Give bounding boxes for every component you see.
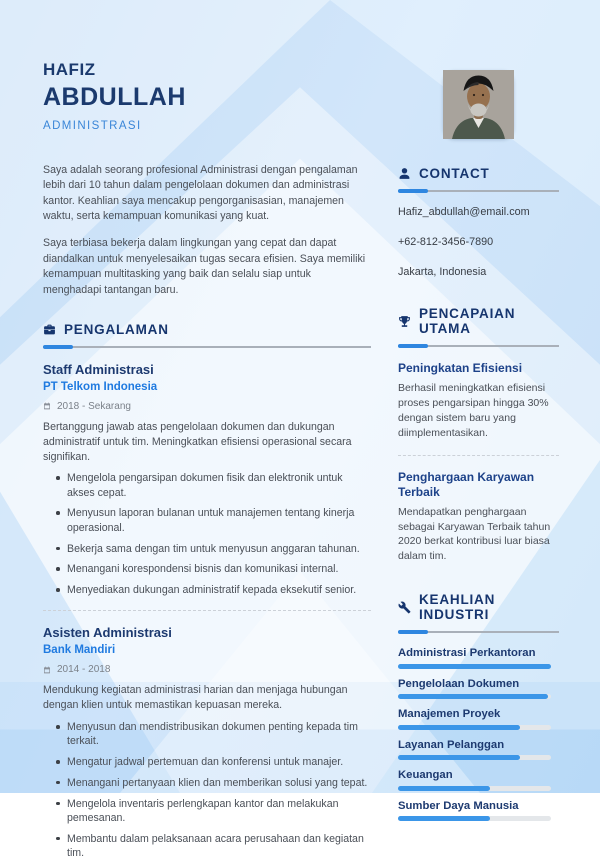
job-period (43, 401, 371, 412)
header (43, 60, 186, 132)
skill-item (398, 769, 559, 791)
skill-bar-fill (398, 725, 520, 730)
section-rule-accent (43, 345, 73, 349)
contact-section (398, 166, 559, 278)
skill-label: Sumber Daya Manusia (398, 799, 519, 812)
job-bullet: Menyusun dan mendistribusikan dokumen penting kepada tim terkait. (43, 720, 371, 749)
skill-bar-fill (398, 786, 490, 791)
section-rule (43, 346, 371, 348)
company-name: PT Telkom Indonesia (43, 380, 158, 393)
skill-bar-track (398, 786, 551, 791)
job-period-text: 2014 - 2018 (57, 664, 111, 676)
job-description: Bertanggung jawab atas pengelolaan dokumen dan dukungan administratif untuk tim. Meningkatkan efisiensi operasional secara signifikan. (43, 420, 352, 463)
job-divider (43, 610, 371, 611)
achievement-description: Mendapatkan penghargaan sebagai Karyawan Terbaik tahun 2020 berkat kontribusi luar biasa dalam tim. (398, 505, 551, 563)
section-rule (398, 190, 559, 192)
job-description: Mendukung kegiatan administrasi harian dan menjaga hubungan dengan klien untuk memastikan kepuasan mereka. (43, 684, 348, 712)
contact-email: Hafiz_abdullah@email.com (398, 206, 530, 218)
job-entry (43, 362, 371, 598)
skill-label: Administrasi Perkantoran (398, 647, 536, 660)
skill-item (398, 647, 559, 669)
achievements-section (398, 306, 559, 564)
skill-bar-track (398, 816, 551, 821)
experience-section-title: PENGALAMAN (64, 321, 169, 337)
achievement-description: Berhasil meningkatkan efisiensi proses pengarsipan hingga 30% dengan sistem baru yang diimplementasikan. (398, 382, 549, 439)
job-bullet: Mengelola inventaris perlengkapan kantor dan melakukan pemesanan. (43, 797, 371, 826)
job-title: Staff Administrasi (43, 361, 154, 377)
job-bullet: Membantu dalam pelaksanaan acara perusahaan dan kegiatan tim. (43, 832, 371, 861)
achievements-section-header (398, 306, 559, 336)
skill-label: Manajemen Proyek (398, 708, 501, 721)
achievement-title: Peningkatan Efisiensi (398, 361, 523, 375)
skill-bar-track (398, 755, 551, 760)
achievement-item (398, 361, 559, 441)
job-period-text: 2018 - Sekarang (57, 400, 131, 412)
profile-photo-illustration (443, 70, 514, 139)
sidebar-column (398, 166, 559, 830)
trophy-icon (398, 315, 411, 328)
job-bullet: Menyediakan dukungan administratif kepada eksekutif senior. (43, 583, 371, 597)
contact-section-header (398, 166, 559, 181)
skill-label: Keuangan (398, 769, 453, 782)
achievement-item (398, 470, 559, 565)
skill-bar-fill (398, 816, 490, 821)
summary-paragraph-2: Saya terbiasa bekerja dalam lingkungan yang cepat dan dapat diandalkan untuk menyelesaikan tugas secara efisien. Saya memiliki kemampuan multitasking yang baik dan selalu siap untuk menghadapi tantangan baru. (43, 237, 366, 296)
skill-bar-fill (398, 664, 551, 669)
first-name: HAFIZ (43, 60, 96, 79)
section-rule (398, 631, 559, 633)
skill-item (398, 800, 559, 822)
job-bullet: Mengatur jadwal pertemuan dan konferensi untuk manajer. (43, 755, 371, 769)
wrench-icon (398, 601, 411, 614)
job-bullet: Mengelola pengarsipan dokumen fisik dan elektronik untuk akses cepat. (43, 471, 371, 500)
main-column (43, 163, 371, 867)
calendar-icon (43, 666, 51, 674)
job-bullet: Menangani pertanyaan klien dan memberikan solusi yang tepat. (43, 776, 371, 790)
job-bullet-list (43, 471, 371, 597)
experience-section-header (43, 322, 371, 337)
summary-paragraph-1: Saya adalah seorang profesional Administrasi dengan pengalaman lebih dari 10 tahun dalam pengelolaan dokumen dan administrasi kantor. Keahlian saya mencakup pengorganisasian, manajemen waktu, serta kemampuan komunikasi yang kuat. (43, 164, 358, 223)
briefcase-icon (43, 323, 56, 336)
achievements-section-title: PENCAPAIAN UTAMA (419, 306, 516, 336)
job-entry (43, 625, 371, 860)
skills-section-title: KEAHLIAN INDUSTRI (419, 592, 496, 623)
skills-section-header (398, 592, 559, 622)
skill-item (398, 678, 559, 700)
person-icon (398, 167, 411, 180)
skill-label: Pengelolaan Dokumen (398, 677, 520, 690)
skill-bar-fill (398, 694, 548, 699)
job-role: ADMINISTRASI (43, 120, 142, 132)
last-name: ABDULLAH (43, 83, 186, 111)
contact-section-title: CONTACT (419, 166, 490, 181)
job-period (43, 664, 371, 675)
calendar-icon (43, 402, 51, 410)
skill-item (398, 739, 559, 761)
achievement-divider (398, 455, 559, 456)
skill-bar-track (398, 694, 551, 699)
skills-section (398, 592, 559, 821)
experience-section (43, 322, 371, 861)
section-rule-accent (398, 630, 428, 634)
job-bullet: Menangani korespondensi bisnis dan komunikasi internal. (43, 562, 371, 576)
skill-label: Layanan Pelanggan (398, 738, 505, 751)
company-name: Bank Mandiri (43, 644, 116, 657)
skill-bar-fill (398, 755, 520, 760)
section-rule (398, 345, 559, 347)
job-title: Asisten Administrasi (43, 625, 172, 641)
skill-bar-track (398, 664, 551, 669)
contact-phone: +62-812-3456-7890 (398, 236, 494, 248)
job-bullet: Menyusun laporan bulanan untuk manajemen tentang kinerja operasional. (43, 506, 371, 535)
achievement-title: Penghargaan Karyawan Terbaik (398, 469, 535, 499)
section-rule-accent (398, 344, 428, 348)
skill-bar-track (398, 725, 551, 730)
job-bullet: Bekerja sama dengan tim untuk menyusun anggaran tahunan. (43, 542, 371, 556)
section-rule-accent (398, 189, 428, 193)
contact-location: Jakarta, Indonesia (398, 266, 487, 278)
job-bullet-list (43, 720, 371, 860)
skill-item (398, 708, 559, 730)
profile-photo (443, 70, 514, 139)
